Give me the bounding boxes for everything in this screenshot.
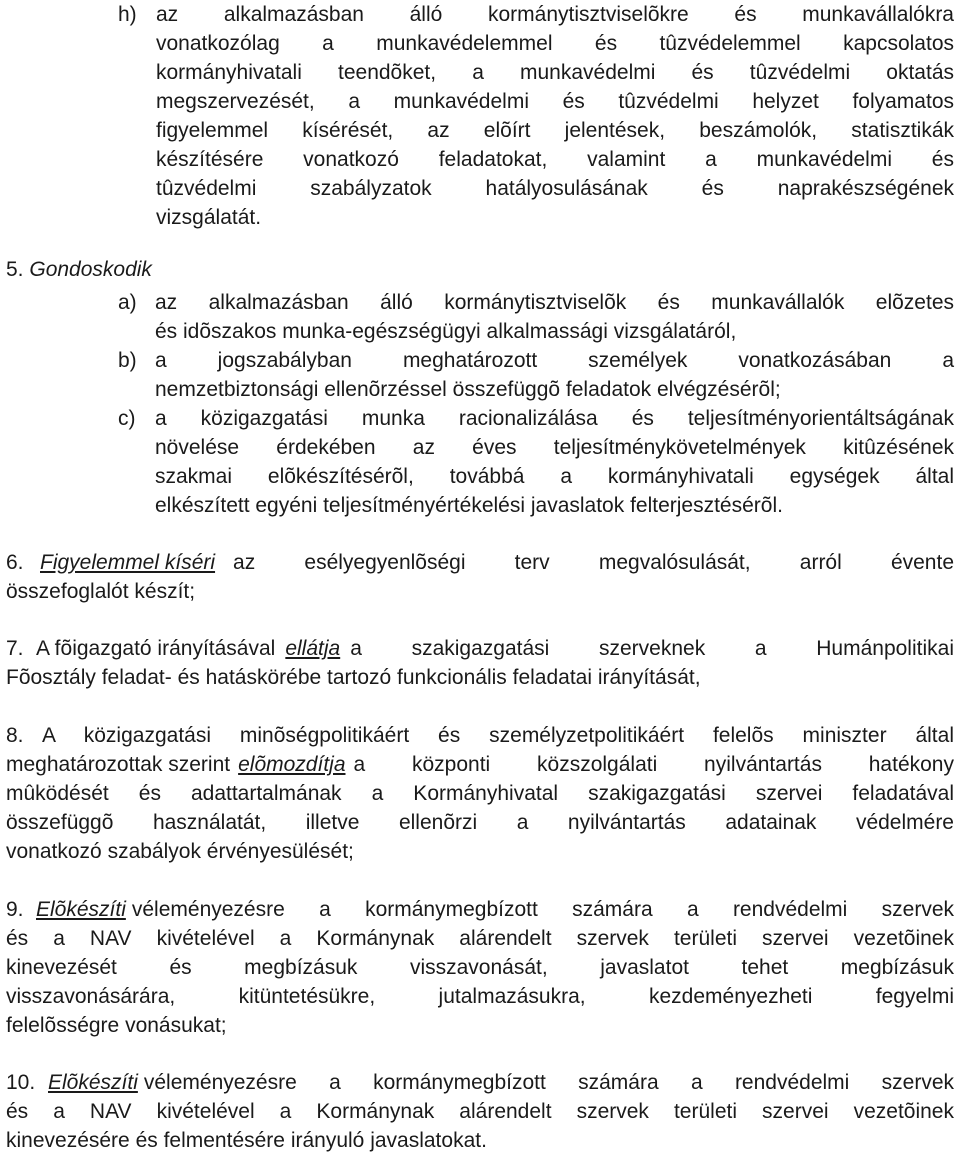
item-h-line-1: [118, 0, 954, 29]
section-9-rest: véleményezésre a kormánymegbízott számára a rendvédelmi szervek: [131, 898, 954, 921]
item-h-line-8: vizsgálatát.: [156, 206, 262, 229]
section-7-verb: ellátja: [285, 637, 341, 660]
section-7-line-1: [6, 634, 954, 663]
section-7-pre: A fõigazgató irányításával: [36, 637, 276, 660]
section-5-number: 5.: [6, 258, 24, 281]
section-10-verb: Elõkészíti: [48, 1071, 138, 1094]
item-h-line-7: tûzvédelmi szabályzatok hatályosulásának és naprakészségének: [156, 177, 954, 200]
section-6-line-1: [6, 548, 954, 577]
item-5a-text-1: az alkalmazásban álló kormánytisztviselõk és munkavállalók elõzetes: [155, 291, 954, 314]
section-5: [6, 255, 954, 520]
item-5c-line-2: növelése érdekében az éves teljesítménykövetelmények kitûzésének: [155, 436, 954, 459]
section-9: [6, 895, 954, 1040]
section-8-pre: meghatározottak szerint: [6, 753, 231, 776]
item-5c-line-1: [118, 404, 954, 433]
section-10-line-1: [6, 1068, 954, 1097]
item-5b-text-1: a jogszabályban meghatározott személyek vonatkozásában a: [155, 349, 954, 372]
section-7: [6, 634, 954, 692]
section-6: [6, 548, 954, 606]
section-10-line-2: és a NAV kivételével a Kormánynak alárendelt szervek területi szervei vezetõinek: [6, 1100, 954, 1123]
section-10-rest: véleményezésre a kormánymegbízott számára a rendvédelmi szervek: [143, 1071, 954, 1094]
item-h-line-4: megszervezését, a munkavédelmi és tûzvédelmi helyzet folyamatos: [156, 90, 954, 113]
item-5c-label: c): [118, 407, 136, 430]
section-8-line-3: mûködését és adattartalmának a Kormányhivatal szakigazgatási szervei feladatával: [6, 782, 954, 805]
item-5b-line-1: [118, 346, 954, 375]
section-8-line-4: összefüggõ használatát, illetve ellenõrzi a nyilvántartás adatainak védelmére: [6, 811, 954, 834]
section-9-verb: Elõkészíti: [36, 898, 126, 921]
item-h-line-3: kormányhivatali teendõket, a munkavédelmi és tûzvédelmi oktatás: [156, 61, 954, 84]
section-6-line-2: összefoglalót készít;: [6, 580, 196, 603]
section-9-line-1: [6, 895, 954, 924]
item-h-line-5: figyelemmel kísérését, az elõírt jelentések, beszámolók, statisztikák: [156, 119, 954, 142]
section-8-rest: a központi közszolgálati nyilvántartás hatékony: [353, 753, 954, 776]
section-9-line-5: felelõsségre vonásukat;: [6, 1014, 227, 1037]
section-7-number: 7.: [6, 637, 24, 660]
item-5a-line-1: [118, 288, 954, 317]
section-8-number: 8.: [6, 724, 24, 747]
section-6-text-1: [40, 548, 954, 577]
section-8: [6, 721, 954, 866]
section-6-verb: Figyelemmel kíséri: [40, 551, 216, 574]
section-7-line-2: Fõosztály feladat- és hatáskörébe tartozó funkcionális feladatai irányítását,: [6, 666, 701, 689]
item-5b-line-2: nemzetbiztonsági ellenõrzéssel összefüggõ feladatok elvégzésérõl;: [155, 378, 781, 401]
section-10: [6, 1068, 954, 1155]
item-5a-label: a): [118, 291, 137, 314]
section-8-line-1: [6, 721, 954, 750]
section-8-line-2: [6, 750, 954, 779]
section-10-line-3: kinevezésére és felmentésére irányuló javaslatokat.: [6, 1129, 487, 1152]
item-h-label: h): [118, 3, 137, 26]
item-5b-label: b): [118, 349, 137, 372]
item-5c-text-1: a közigazgatási munka racionalizálása és teljesítményorientáltságának: [155, 407, 954, 430]
item-h-line-6: készítésére vonatkozó feladatokat, valamint a munkavédelmi és: [156, 148, 954, 171]
section-9-line-3: kinevezését és megbízásuk visszavonását, javaslatot tehet megbízásuk: [6, 956, 954, 979]
section-9-line-4: visszavonásárára, kitüntetésükre, jutalmazásukra, kezdeményezheti fegyelmi: [6, 985, 954, 1008]
section-9-number: 9.: [6, 898, 24, 921]
item-5c-line-3: szakmai elõkészítésérõl, továbbá a kormányhivatali egységek által: [155, 465, 954, 488]
item-h: [118, 0, 954, 232]
section-5-verb: Gondoskodik: [29, 258, 152, 281]
item-h-line-2: vonatkozólag a munkavédelemmel és tûzvédelemmel kapcsolatos: [156, 32, 954, 55]
section-10-number: 10.: [6, 1071, 36, 1094]
section-9-line-2: és a NAV kivételével a Kormánynak alárendelt szervek területi szervei vezetõinek: [6, 927, 954, 950]
section-7-rest: a szakigazgatási szerveknek a Humánpolitikai: [350, 637, 954, 660]
section-6-number: 6.: [6, 551, 24, 574]
section-8-verb: elõmozdítja: [238, 753, 346, 776]
section-6-rest: az esélyegyenlõségi terv megvalósulását, arról évente: [233, 551, 954, 574]
item-5a-line-2: és idõszakos munka-egészségügyi alkalmassági vizsgálatáról,: [155, 320, 737, 343]
section-8-text-1: A közigazgatási minõségpolitikáért és személyzetpolitikáért felelõs miniszter által: [42, 724, 954, 747]
item-h-text-1: az alkalmazásban álló kormánytisztviselõkre és munkavállalókra: [156, 3, 954, 26]
section-8-line-5: vonatkozó szabályok érvényesülését;: [6, 840, 354, 863]
section-5-heading: [6, 255, 954, 284]
item-5c-line-4: elkészített egyéni teljesítményértékelési javaslatok felterjesztésérõl.: [155, 494, 783, 517]
